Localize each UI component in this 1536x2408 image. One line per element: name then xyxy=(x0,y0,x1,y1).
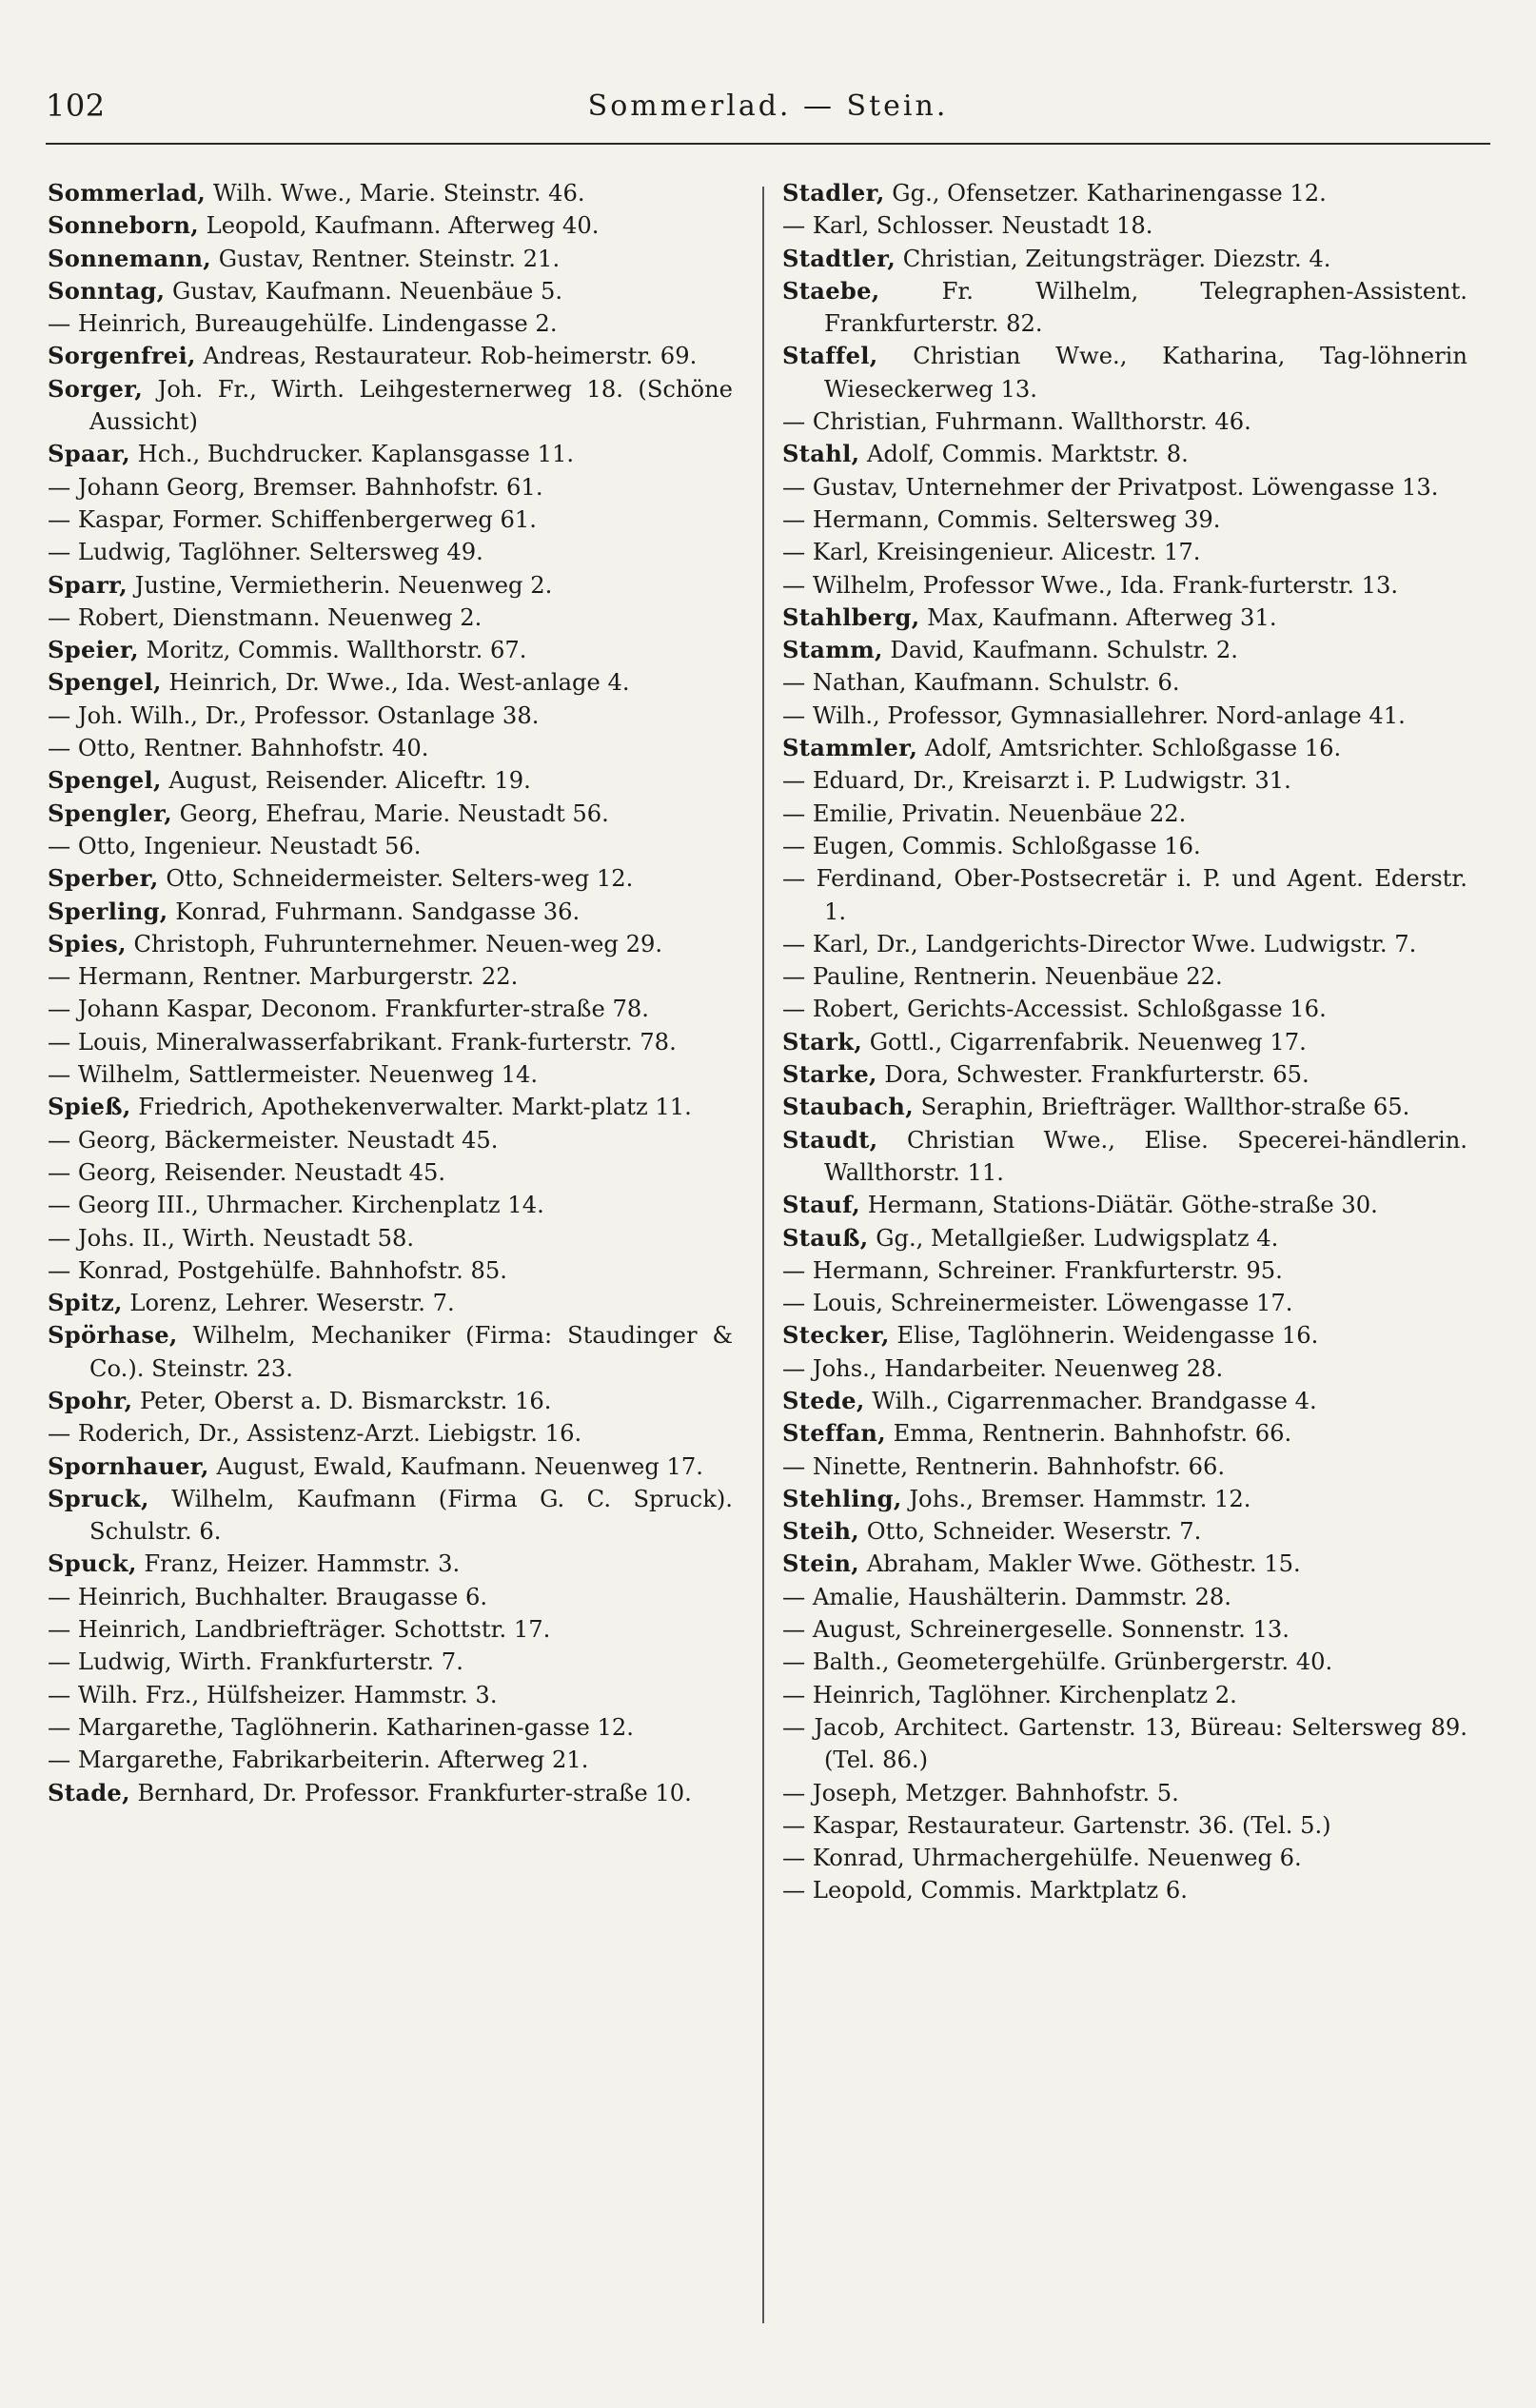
entry-details: — Robert, Dienstmann. Neuenweg 2. xyxy=(48,603,482,631)
entry-details: — Otto, Ingenieur. Neustadt 56. xyxy=(48,832,422,859)
directory-entry xyxy=(782,1417,1467,1450)
entry-surname: Sorger, xyxy=(48,374,144,403)
directory-entry xyxy=(782,471,1467,503)
entry-details: — Hermann, Schreiner. Frankfurterstr. 95. xyxy=(782,1256,1283,1284)
directory-entry xyxy=(48,536,733,568)
entry-details: — Leopold, Commis. Marktplatz 6. xyxy=(782,1877,1188,1905)
directory-entry xyxy=(782,209,1467,242)
entry-surname: Staubach, xyxy=(782,1093,914,1121)
entry-details: — Roderich, Dr., Assistenz-Arzt. Liebigstr. 16. xyxy=(48,1420,582,1448)
entry-details: — Heinrich, Taglöhner. Kirchenplatz 2. xyxy=(782,1681,1237,1708)
entry-details: — Heinrich, Bureaugehülfe. Lindengasse 2. xyxy=(48,310,558,338)
entry-surname: Sonntag, xyxy=(48,276,166,305)
entry-surname: Spengler, xyxy=(48,799,172,827)
directory-entry xyxy=(48,373,733,439)
column-divider xyxy=(762,187,764,2323)
directory-entry xyxy=(48,960,733,993)
entry-details: — Karl, Schlosser. Neustadt 18. xyxy=(782,212,1153,240)
entry-details: Heinrich, Dr. Wwe., Ida. West-anlage 4. xyxy=(161,669,630,697)
directory-entry xyxy=(782,569,1467,602)
entry-surname: Stede, xyxy=(782,1386,865,1414)
entry-surname: Spies, xyxy=(48,929,127,957)
directory-entry xyxy=(782,536,1467,568)
directory-entry xyxy=(48,1417,733,1450)
header-rule xyxy=(46,143,1490,145)
entry-surname: Spruck, xyxy=(48,1484,149,1512)
entry-surname: Stein, xyxy=(782,1549,860,1578)
directory-entry xyxy=(782,1646,1467,1678)
directory-entry xyxy=(782,1613,1467,1646)
directory-entry xyxy=(48,798,733,830)
entry-details: Wilh. Wwe., Marie. Steinstr. 46. xyxy=(206,180,585,207)
entry-details: Johs., Bremser. Hammstr. 12. xyxy=(901,1485,1251,1512)
directory-entry xyxy=(782,1581,1467,1613)
entry-details: — Louis, Mineralwasserfabrikant. Frank-furterstr. 78. xyxy=(48,1028,677,1056)
entry-surname: Stahl, xyxy=(782,440,860,468)
directory-entry xyxy=(782,602,1467,634)
directory-entry xyxy=(48,209,733,242)
entry-surname: Staebe, xyxy=(782,276,880,305)
entry-details: Dora, Schwester. Frankfurterstr. 65. xyxy=(876,1061,1310,1089)
directory-entry xyxy=(48,1026,733,1058)
entry-details: — Christian, Fuhrmann. Wallthorstr. 46. xyxy=(782,408,1251,436)
entry-surname: Stamm, xyxy=(782,636,883,664)
directory-entry xyxy=(48,1124,733,1156)
entry-surname: Spengel, xyxy=(48,766,162,795)
page-header xyxy=(46,88,1490,135)
entry-details: — Gustav, Unternehmer der Privatpost. Löwengasse 13. xyxy=(782,473,1439,501)
entry-surname: Stadler, xyxy=(782,179,885,207)
entry-details: Christian Wwe., Elise. Specerei-händlerin. Wallthorstr. 11. xyxy=(824,1126,1467,1186)
directory-entry xyxy=(48,1483,733,1549)
directory-entry xyxy=(782,798,1467,830)
directory-entry xyxy=(782,764,1467,797)
entry-details: Otto, Schneider. Weserstr. 7. xyxy=(859,1518,1202,1546)
entry-surname: Spörhase, xyxy=(48,1321,178,1350)
entry-details: — Heinrich, Buchhalter. Braugasse 6. xyxy=(48,1583,488,1610)
directory-entry xyxy=(48,1581,733,1613)
entry-details: Joh. Fr., Wirth. Leihgesternerweg 18. (Schöne Aussicht) xyxy=(89,375,733,436)
entry-details: Lorenz, Lehrer. Weserstr. 7. xyxy=(122,1290,455,1317)
entry-surname: Stahlberg, xyxy=(782,602,920,631)
entry-details: Hermann, Stations-Diätär. Göthe-straße 30. xyxy=(860,1192,1378,1219)
directory-entry xyxy=(48,1222,733,1254)
entry-details: August, Reisender. Aliceftr. 19. xyxy=(161,767,531,795)
entry-details: — Amalie, Haushälterin. Dammstr. 28. xyxy=(782,1583,1231,1610)
directory-entry xyxy=(782,862,1467,928)
entry-details: — Pauline, Rentnerin. Neuenbäue 22. xyxy=(782,963,1223,991)
entry-details: — August, Schreinergeselle. Sonnenstr. 13. xyxy=(782,1616,1290,1644)
entry-details: Andreas, Restaurateur. Rob-heimerstr. 69. xyxy=(195,343,698,370)
running-head: Sommerlad. — Stein. xyxy=(587,89,949,123)
directory-entry xyxy=(782,1842,1467,1874)
entry-details: Gottl., Cigarrenfabrik. Neuenweg 17. xyxy=(862,1028,1307,1056)
directory-entry xyxy=(782,1515,1467,1548)
entry-surname: Stadtler, xyxy=(782,244,896,272)
directory-entry xyxy=(48,666,733,699)
directory-entry xyxy=(48,896,733,928)
entry-details: — Joh. Wilh., Dr., Professor. Ostanlage 38. xyxy=(48,701,540,729)
directory-entry xyxy=(782,1548,1467,1580)
directory-entry xyxy=(48,830,733,862)
directory-entry xyxy=(48,1254,733,1287)
directory-entry xyxy=(48,243,733,275)
entry-details: — Kaspar, Restaurateur. Gartenstr. 36. (Tel. 5.) xyxy=(782,1811,1331,1839)
directory-entry xyxy=(782,243,1467,275)
entry-details: Hch., Buchdrucker. Kaplansgasse 11. xyxy=(129,441,575,468)
directory-entry xyxy=(48,928,733,960)
directory-entry xyxy=(782,1058,1467,1091)
entry-details: August, Ewald, Kaufmann. Neuenweg 17. xyxy=(208,1452,703,1480)
entry-details: Wilh., Cigarrenmacher. Brandgasse 4. xyxy=(864,1387,1317,1414)
entry-details: — Emilie, Privatin. Neuenbäue 22. xyxy=(782,799,1187,827)
directory-entry xyxy=(48,1646,733,1678)
directory-entry xyxy=(48,503,733,536)
directory-entry xyxy=(782,340,1467,405)
entry-details: — Johann Georg, Bremser. Bahnhofstr. 61. xyxy=(48,473,543,501)
directory-entry xyxy=(782,1809,1467,1842)
directory-entry xyxy=(782,1451,1467,1483)
entry-details: — Johs., Handarbeiter. Neuenweg 28. xyxy=(782,1354,1224,1382)
directory-entry xyxy=(782,1287,1467,1319)
entry-details: David, Kaufmann. Schulstr. 2. xyxy=(882,637,1238,664)
directory-entry xyxy=(782,928,1467,960)
entry-surname: Spieß, xyxy=(48,1093,131,1121)
entry-surname: Spuck, xyxy=(48,1549,137,1578)
entry-details: Wilhelm, Mechaniker (Firma: Staudinger & Co.). Steinstr. 23. xyxy=(89,1322,733,1382)
entry-details: — Georg III., Uhrmacher. Kirchenplatz 14. xyxy=(48,1192,544,1219)
directory-entry xyxy=(782,1711,1467,1777)
directory-entry xyxy=(782,634,1467,666)
directory-entry xyxy=(782,1874,1467,1906)
entry-details: — Louis, Schreinermeister. Löwengasse 17. xyxy=(782,1290,1293,1317)
entry-surname: Starke, xyxy=(782,1060,877,1089)
entry-details: — Nathan, Kaufmann. Schulstr. 6. xyxy=(782,669,1180,697)
directory-entry xyxy=(48,1156,733,1189)
entry-details: — Margarethe, Taglöhnerin. Katharinen-gasse 12. xyxy=(48,1713,634,1741)
entry-details: Gustav, Rentner. Steinstr. 21. xyxy=(211,245,561,272)
directory-entry xyxy=(782,1026,1467,1058)
entry-details: Adolf, Amtsrichter. Schloßgasse 16. xyxy=(917,735,1342,762)
directory-entry xyxy=(48,471,733,503)
entry-details: — Otto, Rentner. Bahnhofstr. 40. xyxy=(48,735,429,762)
directory-entry xyxy=(48,307,733,340)
entry-surname: Speier, xyxy=(48,636,139,664)
directory-entry xyxy=(782,1254,1467,1287)
entry-details: Peter, Oberst a. D. Bismarckstr. 16. xyxy=(132,1387,552,1414)
entry-surname: Steffan, xyxy=(782,1419,886,1448)
directory-entry xyxy=(48,602,733,634)
entry-details: — Balth., Geometergehülfe. Grünbergerstr. 40. xyxy=(782,1648,1333,1676)
directory-entry xyxy=(782,1091,1467,1123)
entry-surname: Stehling, xyxy=(782,1484,902,1512)
directory-entry xyxy=(48,1679,733,1711)
entry-surname: Sparr, xyxy=(48,570,128,599)
entry-details: Georg, Ehefrau, Marie. Neustadt 56. xyxy=(171,799,609,827)
entry-details: — Georg, Bäckermeister. Neustadt 45. xyxy=(48,1126,499,1154)
entry-details: — Eugen, Commis. Schloßgasse 16. xyxy=(782,832,1201,859)
entry-surname: Steih, xyxy=(782,1517,860,1546)
directory-entry xyxy=(48,764,733,797)
entry-details: — Wilhelm, Sattlermeister. Neuenweg 14. xyxy=(48,1061,539,1089)
entry-details: Moritz, Commis. Wallthorstr. 67. xyxy=(138,637,527,664)
entry-surname: Sonnemann, xyxy=(48,244,212,272)
directory-entry xyxy=(48,1711,733,1744)
entry-details: — Wilhelm, Professor Wwe., Ida. Frank-furterstr. 13. xyxy=(782,571,1399,599)
directory-entry xyxy=(782,960,1467,993)
directory-entry xyxy=(782,1679,1467,1711)
entry-details: — Konrad, Uhrmachergehülfe. Neuenweg 6. xyxy=(782,1845,1302,1872)
entry-surname: Stammler, xyxy=(782,734,918,762)
entry-details: Fr. Wilhelm, Telegraphen-Assistent. Frankfurterstr. 82. xyxy=(824,277,1467,338)
directory-entry xyxy=(48,569,733,602)
entry-surname: Sorgenfrei, xyxy=(48,342,196,370)
entry-details: Gg., Ofensetzer. Katharinengasse 12. xyxy=(884,180,1327,207)
entry-details: — Joseph, Metzger. Bahnhofstr. 5. xyxy=(782,1779,1179,1806)
entry-surname: Sperling, xyxy=(48,897,168,925)
entry-details: — Ludwig, Wirth. Frankfurterstr. 7. xyxy=(48,1648,463,1676)
entry-details: Konrad, Fuhrmann. Sandgasse 36. xyxy=(167,898,581,925)
directory-entry xyxy=(782,700,1467,732)
entry-surname: Sommerlad, xyxy=(48,179,207,207)
directory-entry xyxy=(48,993,733,1025)
entry-details: — Johs. II., Wirth. Neustadt 58. xyxy=(48,1224,415,1252)
entry-details: — Hermann, Rentner. Marburgerstr. 22. xyxy=(48,963,519,991)
directory-entry xyxy=(782,177,1467,209)
entry-details: Otto, Schneidermeister. Selters-weg 12. xyxy=(158,865,634,893)
entry-details: — Karl, Kreisingenieur. Alicestr. 17. xyxy=(782,539,1201,566)
entry-surname: Spengel, xyxy=(48,668,162,697)
entry-details: Justine, Vermietherin. Neuenweg 2. xyxy=(128,571,553,599)
entry-surname: Stauß, xyxy=(782,1223,869,1252)
entry-details: Emma, Rentnerin. Bahnhofstr. 66. xyxy=(885,1420,1292,1448)
entry-surname: Stecker, xyxy=(782,1321,890,1350)
directory-entry xyxy=(782,275,1467,341)
directory-entry xyxy=(782,1777,1467,1809)
entry-details: Seraphin, Briefträger. Wallthor-straße 65. xyxy=(913,1094,1410,1121)
directory-entry xyxy=(782,1319,1467,1352)
directory-entry xyxy=(48,862,733,895)
entry-details: Adolf, Commis. Marktstr. 8. xyxy=(859,441,1189,468)
entry-details: — Margarethe, Fabrikarbeiterin. Afterweg 21. xyxy=(48,1747,589,1774)
entry-surname: Stauf, xyxy=(782,1191,860,1219)
entry-details: Elise, Taglöhnerin. Weidengasse 16. xyxy=(889,1322,1319,1350)
entry-details: — Karl, Dr., Landgerichts-Director Wwe. Ludwigstr. 7. xyxy=(782,930,1417,957)
entry-details: — Hermann, Commis. Seltersweg 39. xyxy=(782,505,1221,533)
entry-details: — Eduard, Dr., Kreisarzt i. P. Ludwigstr. 31. xyxy=(782,767,1291,795)
entry-surname: Spornhauer, xyxy=(48,1451,209,1480)
directory-entry xyxy=(48,1613,733,1646)
entry-details: — Wilh. Frz., Hülfsheizer. Hammstr. 3. xyxy=(48,1681,498,1708)
entry-details: Friedrich, Apothekenverwalter. Markt-platz 11. xyxy=(130,1094,692,1121)
page-number: 102 xyxy=(46,88,106,124)
entry-details: — Robert, Gerichts-Accessist. Schloßgasse 16. xyxy=(782,996,1327,1023)
directory-entry xyxy=(48,177,733,209)
directory-entry xyxy=(782,1189,1467,1221)
directory-entry xyxy=(782,503,1467,536)
entry-details: — Heinrich, Landbriefträger. Schottstr. 17. xyxy=(48,1616,551,1644)
left-column xyxy=(48,177,733,1809)
directory-entry xyxy=(48,1319,733,1385)
entry-surname: Staffel, xyxy=(782,342,878,370)
entry-details: Bernhard, Dr. Professor. Frankfurter-straße 10. xyxy=(129,1779,692,1806)
entry-details: Wilhelm, Kaufmann (Firma G. C. Spruck). Schulstr. 6. xyxy=(89,1485,733,1546)
entry-details: Leopold, Kaufmann. Afterweg 40. xyxy=(198,212,600,240)
entry-surname: Stade, xyxy=(48,1778,130,1806)
directory-entry xyxy=(782,1222,1467,1254)
entry-details: — Ludwig, Taglöhner. Seltersweg 49. xyxy=(48,539,483,566)
entry-details: Christian, Zeitungsträger. Diezstr. 4. xyxy=(896,245,1331,272)
right-column xyxy=(782,177,1467,1907)
directory-entry xyxy=(782,830,1467,862)
entry-details: Abraham, Makler Wwe. Göthestr. 15. xyxy=(859,1550,1301,1578)
entry-details: — Wilh., Professor, Gymnasiallehrer. Nord-anlage 41. xyxy=(782,701,1406,729)
directory-entry xyxy=(48,1744,733,1776)
entry-details: — Ferdinand, Ober-Postsecretär i. P. und Agent. Ederstr. 1. xyxy=(782,865,1467,925)
directory-entry xyxy=(48,275,733,307)
directory-entry xyxy=(782,1124,1467,1190)
entry-details: Franz, Heizer. Hammstr. 3. xyxy=(136,1550,461,1578)
directory-entry xyxy=(48,1091,733,1123)
entry-details: Max, Kaufmann. Afterweg 31. xyxy=(919,603,1277,631)
directory-entry xyxy=(48,340,733,372)
entry-details: — Kaspar, Former. Schiffenbergerweg 61. xyxy=(48,505,537,533)
entry-surname: Spitz, xyxy=(48,1289,123,1317)
directory-entry xyxy=(48,1287,733,1319)
entry-surname: Staudt, xyxy=(782,1125,878,1154)
directory-entry xyxy=(48,732,733,764)
directory-entry xyxy=(782,993,1467,1025)
entry-surname: Sperber, xyxy=(48,864,159,893)
entry-details: Gustav, Kaufmann. Neuenbäue 5. xyxy=(165,277,563,305)
entry-details: — Konrad, Postgehülfe. Bahnhofstr. 85. xyxy=(48,1256,507,1284)
directory-entry xyxy=(782,732,1467,764)
directory-entry xyxy=(48,438,733,470)
directory-entry xyxy=(782,1352,1467,1385)
entry-surname: Stark, xyxy=(782,1027,863,1056)
directory-entry xyxy=(48,634,733,666)
directory-entry xyxy=(782,405,1467,438)
entry-surname: Sonneborn, xyxy=(48,211,199,240)
entry-details: — Georg, Reisender. Neustadt 45. xyxy=(48,1158,446,1186)
entry-surname: Spohr, xyxy=(48,1386,133,1414)
directory-entry xyxy=(48,1385,733,1417)
directory-entry xyxy=(782,1385,1467,1417)
entry-details: Christoph, Fuhrunternehmer. Neuen-weg 29. xyxy=(126,930,663,957)
directory-entry xyxy=(782,666,1467,699)
entry-details: — Ninette, Rentnerin. Bahnhofstr. 66. xyxy=(782,1452,1226,1480)
directory-entry xyxy=(48,700,733,732)
directory-entry xyxy=(48,1548,733,1580)
entry-surname: Spaar, xyxy=(48,440,130,468)
directory-entry xyxy=(782,438,1467,470)
entry-details: — Johann Kaspar, Deconom. Frankfurter-straße 78. xyxy=(48,996,649,1023)
entry-details: Christian Wwe., Katharina, Tag-löhnerin Wieseckerweg 13. xyxy=(824,343,1467,403)
directory-entry xyxy=(48,1189,733,1221)
directory-entry xyxy=(782,1483,1467,1515)
directory-entry xyxy=(48,1777,733,1809)
directory-entry xyxy=(48,1058,733,1091)
entry-details: — Jacob, Architect. Gartenstr. 13, Büreau: Seltersweg 89. (Tel. 86.) xyxy=(782,1713,1467,1774)
entry-details: Gg., Metallgießer. Ludwigsplatz 4. xyxy=(868,1224,1279,1252)
directory-entry xyxy=(48,1451,733,1483)
